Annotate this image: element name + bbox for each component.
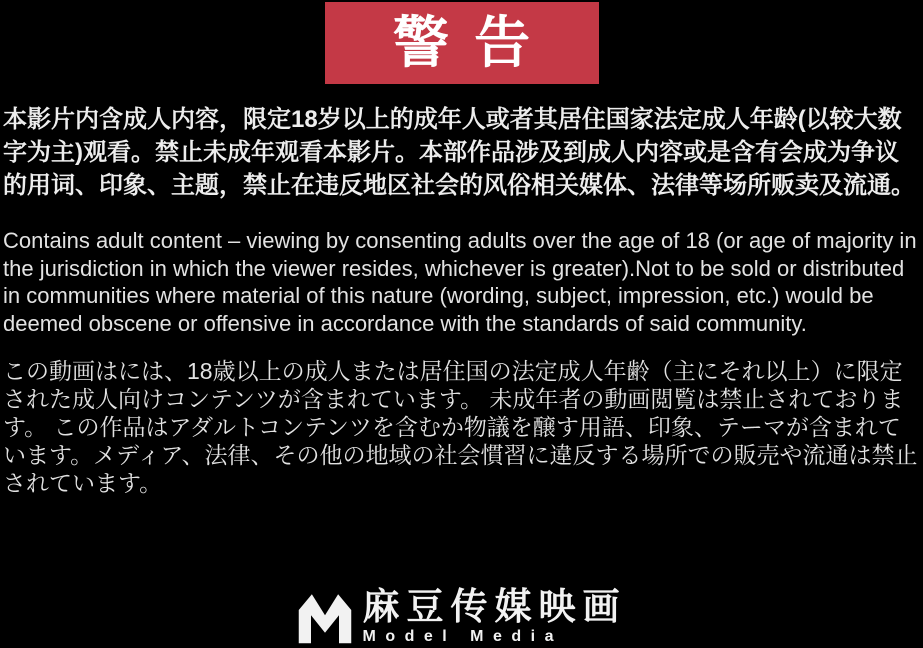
model-media-m-logo-icon xyxy=(297,589,353,645)
warning-banner-title: 警告 xyxy=(392,11,556,74)
warning-paragraph-chinese: 本影片内含成人内容，限定18岁以上的成年人或者其居住国家法定成人年龄(以较大数字为主)观看。禁止未成年观看本影片。本部作品涉及到成人内容或是含有会成为争议的用词、印象、主题，禁止在违反地区社会的风俗相关媒体、法律等场所贩卖及流通。 xyxy=(3,106,915,199)
warning-body xyxy=(0,84,923,497)
warning-banner xyxy=(325,2,599,84)
warning-paragraph-japanese: この動画はには、18歳以上の成人または居住国の法定成人年齢（主にそれ以上）に限定された成人向けコンテンツが含まれています。 未成年者の動画閲覧は禁止されております。 この作品はアダルトコンテンツを含むか物議を醸す用語、印象、テーマが含まれています。メディア、法律、その他の地域の社会慣習に違反する場所での販売や流通は禁止されています。 xyxy=(3,358,918,496)
warning-banner-row xyxy=(0,2,923,84)
warning-paragraph-english: Contains adult content – viewing by consenting adults over the age of 18 (or age of majority in the jurisdiction in which the viewer resides, whichever is greater).Not to be sold or distributed in communities where material of this nature (wording, subject, impression, etc.) would be deemed obscene or offensive in accordance with the standards of said community. xyxy=(3,228,917,336)
studio-logo xyxy=(0,587,923,647)
studio-logo-text xyxy=(363,587,627,645)
studio-name-english: Model Media xyxy=(362,628,564,645)
studio-name-chinese: 麻豆传媒映画 xyxy=(362,586,627,628)
